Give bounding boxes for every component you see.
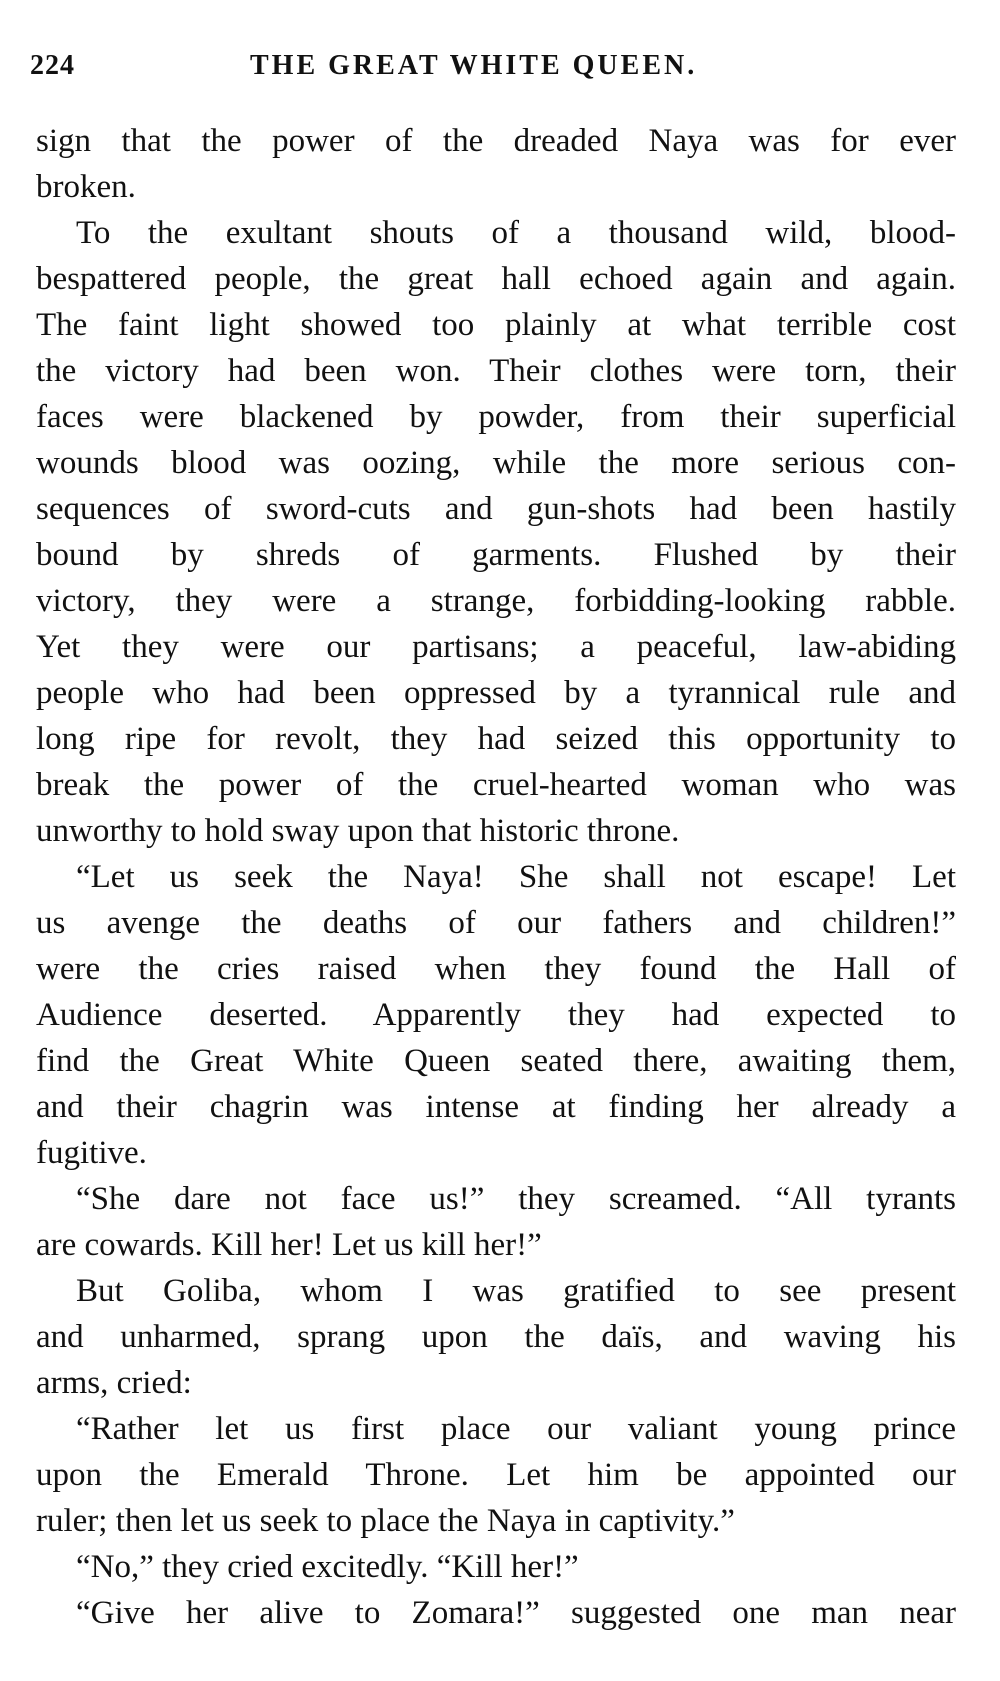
text-line: long ripe for revolt, they had seized this opportunity to bbox=[36, 721, 956, 757]
running-header bbox=[30, 50, 960, 90]
text-line: and their chagrin was intense at finding her already a bbox=[36, 1089, 956, 1125]
text-line: To the exultant shouts of a thousand wild, blood- bbox=[76, 215, 956, 251]
body-text bbox=[36, 118, 956, 1636]
text-line: Audience deserted. Apparently they had expected to bbox=[36, 997, 956, 1033]
text-line: unworthy to hold sway upon that historic throne. bbox=[36, 813, 680, 849]
page-number: 224 bbox=[30, 50, 75, 81]
text-line: bound by shreds of garments. Flushed by their bbox=[36, 537, 956, 573]
text-line: sequences of sword-cuts and gun-shots had been hastily bbox=[36, 491, 956, 527]
text-line: But Goliba, whom I was gratified to see present bbox=[76, 1273, 956, 1309]
text-line: people who had been oppressed by a tyrannical rule and bbox=[36, 675, 956, 711]
text-line: broken. bbox=[36, 169, 136, 205]
text-line: were the cries raised when they found the Hall of bbox=[36, 951, 956, 987]
text-line: “Rather let us first place our valiant young prince bbox=[76, 1411, 956, 1447]
text-line: victory, they were a strange, forbidding-looking rabble. bbox=[36, 583, 956, 619]
running-title: THE GREAT WHITE QUEEN. bbox=[250, 50, 698, 81]
text-line: faces were blackened by powder, from their superficial bbox=[36, 399, 956, 435]
text-line: ruler; then let us seek to place the Naya in captivity.” bbox=[36, 1503, 735, 1539]
text-line: break the power of the cruel-hearted woman who was bbox=[36, 767, 956, 803]
text-line: “Let us seek the Naya! She shall not escape! Let bbox=[76, 859, 956, 895]
text-line: and unharmed, sprang upon the daïs, and waving his bbox=[36, 1319, 956, 1355]
text-line: are cowards. Kill her! Let us kill her!” bbox=[36, 1227, 542, 1263]
text-line: Yet they were our partisans; a peaceful, law-abiding bbox=[36, 629, 956, 665]
text-line: “She dare not face us!” they screamed. “All tyrants bbox=[76, 1181, 956, 1217]
text-line: sign that the power of the dreaded Naya was for ever bbox=[36, 123, 956, 159]
text-line: the victory had been won. Their clothes were torn, their bbox=[36, 353, 956, 389]
text-line: “Give her alive to Zomara!” suggested one man near bbox=[76, 1595, 956, 1631]
text-line: The faint light showed too plainly at what terrible cost bbox=[36, 307, 956, 343]
text-line: wounds blood was oozing, while the more serious con- bbox=[36, 445, 956, 481]
text-line: upon the Emerald Throne. Let him be appointed our bbox=[36, 1457, 956, 1493]
text-line: arms, cried: bbox=[36, 1365, 192, 1401]
text-line: find the Great White Queen seated there, awaiting them, bbox=[36, 1043, 956, 1079]
text-line: us avenge the deaths of our fathers and children!” bbox=[36, 905, 956, 941]
text-line: fugitive. bbox=[36, 1135, 147, 1171]
text-line: “No,” they cried excitedly. “Kill her!” bbox=[76, 1549, 579, 1585]
text-line: bespattered people, the great hall echoed again and again. bbox=[36, 261, 956, 297]
